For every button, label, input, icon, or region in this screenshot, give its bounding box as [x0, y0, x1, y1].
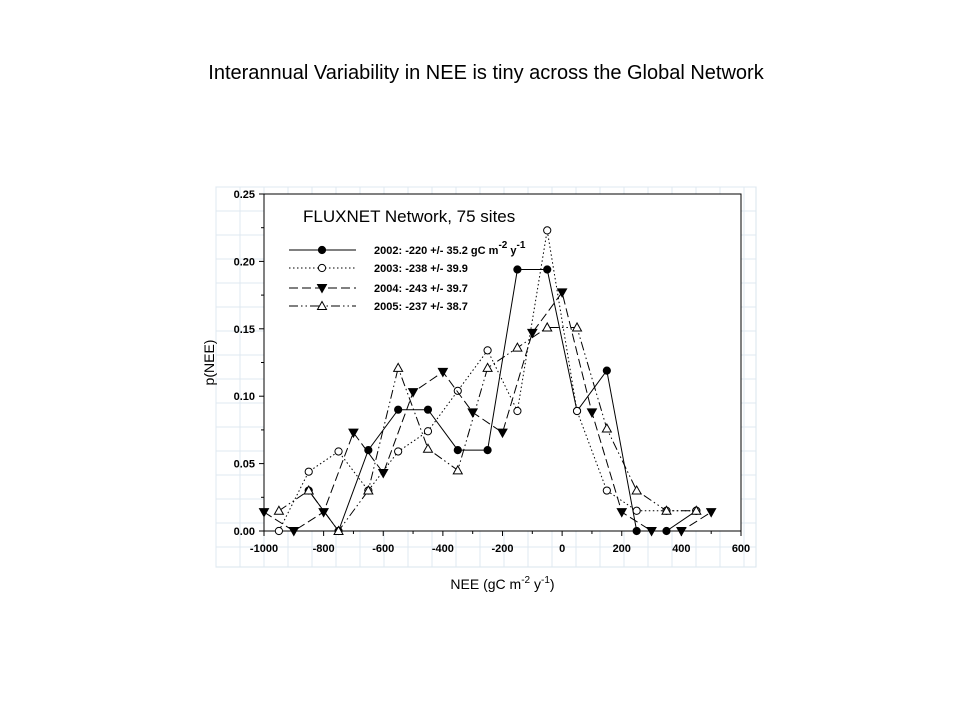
x-tick-label: -200	[491, 543, 514, 555]
y-tick-label: 0.15	[233, 323, 255, 336]
data-point	[514, 407, 521, 414]
data-point	[633, 507, 640, 514]
data-point	[424, 428, 431, 435]
data-point	[514, 266, 521, 273]
y-tick-label: 0.05	[233, 458, 255, 471]
data-point	[454, 387, 461, 394]
data-point	[454, 447, 461, 454]
data-point	[573, 407, 580, 414]
data-point	[484, 347, 491, 354]
y-tick-label: 0.20	[233, 256, 255, 269]
legend-marker	[318, 246, 325, 253]
x-tick-label: -1000	[249, 543, 279, 555]
data-point	[544, 227, 551, 234]
y-tick-label: 0.25	[233, 189, 255, 201]
data-point	[335, 448, 342, 455]
data-point	[603, 487, 610, 494]
data-point	[633, 527, 640, 534]
legend-marker	[318, 264, 325, 271]
y-axis-label: p(NEE)	[201, 339, 217, 386]
x-tick-label: 600	[731, 543, 751, 555]
legend-label: 2004: -243 +/- 39.7	[374, 283, 468, 295]
x-axis-label: NEE (gC $m^{-2}$ $y^{-1}$)	[450, 575, 555, 592]
legend-label: 2002: -220 +/- 35.2 gC m-2 y-1	[374, 240, 526, 257]
slide-title: Interannual Variability in NEE is tiny across the Global Network	[208, 62, 764, 84]
x-tick-label: 200	[612, 543, 631, 555]
legend-label: 2005: -237 +/- 38.7	[374, 301, 468, 313]
data-point	[424, 406, 431, 413]
legend-label: 2003: -238 +/- 39.9	[374, 263, 468, 275]
x-tick-label: -400	[431, 543, 454, 555]
data-point	[544, 266, 551, 273]
data-point	[305, 468, 312, 475]
data-point	[603, 367, 610, 374]
chart-title: FLUXNET Network, 75 sites	[303, 207, 516, 226]
y-tick-label: 0.00	[233, 526, 255, 538]
x-tick-label: -600	[372, 543, 395, 555]
data-point	[395, 406, 402, 413]
data-point	[275, 527, 282, 534]
x-tick-label: 400	[672, 543, 691, 555]
x-tick-label: -800	[312, 543, 335, 555]
chart-background	[216, 187, 756, 567]
x-tick-label: 0	[559, 543, 566, 555]
data-point	[395, 448, 402, 455]
data-point	[484, 447, 491, 454]
y-tick-label: 0.10	[233, 391, 255, 404]
